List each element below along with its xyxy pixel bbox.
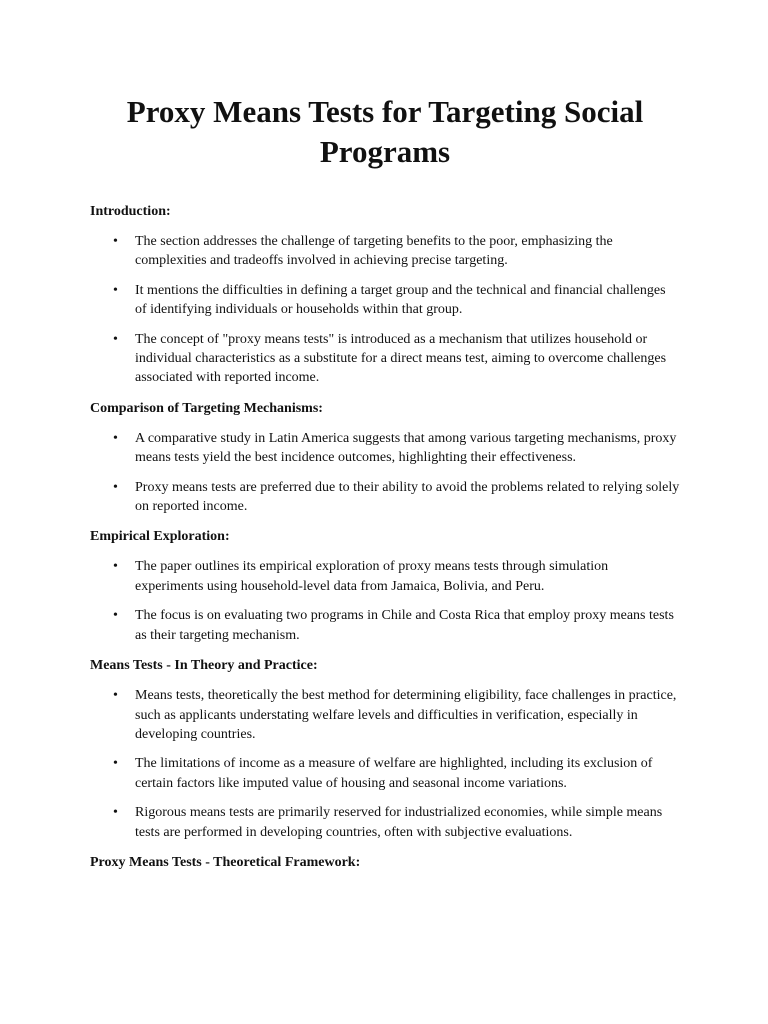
section-empirical xyxy=(90,527,680,645)
bullet-list xyxy=(90,232,680,388)
section-heading: Proxy Means Tests - Theoretical Framework: xyxy=(90,854,361,870)
list-item: • The concept of "proxy means tests" is introduced as a mechanism that utilizes household or individual characteristics as a substitute for a direct means test, aiming to overcome challenges associated with reported income. xyxy=(135,330,680,388)
section-heading: Introduction: xyxy=(90,204,171,219)
section-introduction xyxy=(90,202,680,388)
list-item: • The section addresses the challenge of targeting benefits to the poor, emphasizing the complexities and tradeoffs involved in achieving precise targeting. xyxy=(135,232,680,271)
list-item: • A comparative study in Latin America suggests that among various targeting mechanisms, proxy means tests yield the best incidence outcomes, highlighting their effectiveness. xyxy=(135,429,680,468)
list-item: • Rigorous means tests are primarily reserved for industrialized economies, while simple means tests are performed in developing countries, often with subjective evaluations. xyxy=(135,803,680,842)
section-heading: Comparison of Targeting Mechanisms: xyxy=(90,400,323,416)
bullet-list xyxy=(90,557,680,645)
document-title: Proxy Means Tests for Targeting Social Programs xyxy=(126,94,644,169)
list-item: • The focus is on evaluating two programs in Chile and Costa Rica that employ proxy means tests as their targeting mechanism. xyxy=(135,606,680,645)
list-item: • The limitations of income as a measure of welfare are highlighted, including its exclusion of certain factors like imputed value of housing and seasonal income variations. xyxy=(135,754,680,793)
section-heading: Empirical Exploration: xyxy=(90,529,230,545)
list-item: • Proxy means tests are preferred due to their ability to avoid the problems related to relying solely on reported income. xyxy=(135,478,680,517)
list-item: • It mentions the difficulties in defining a target group and the technical and financial challenges of identifying individuals or households within that group. xyxy=(135,281,680,320)
bullet-list xyxy=(90,429,680,517)
list-item: • The paper outlines its empirical exploration of proxy means tests through simulation experiments using household-level data from Jamaica, Bolivia, and Peru. xyxy=(135,557,680,596)
section-comparison xyxy=(90,399,680,517)
section-means-tests xyxy=(90,656,680,842)
list-item: • Means tests, theoretically the best method for determining eligibility, face challenges in practice, such as applicants understating welfare levels and difficulties in verification, especially in developing countries. xyxy=(135,686,680,744)
section-heading: Means Tests - In Theory and Practice: xyxy=(90,658,318,674)
bullet-list xyxy=(90,686,680,842)
section-theoretical-framework xyxy=(90,853,680,872)
